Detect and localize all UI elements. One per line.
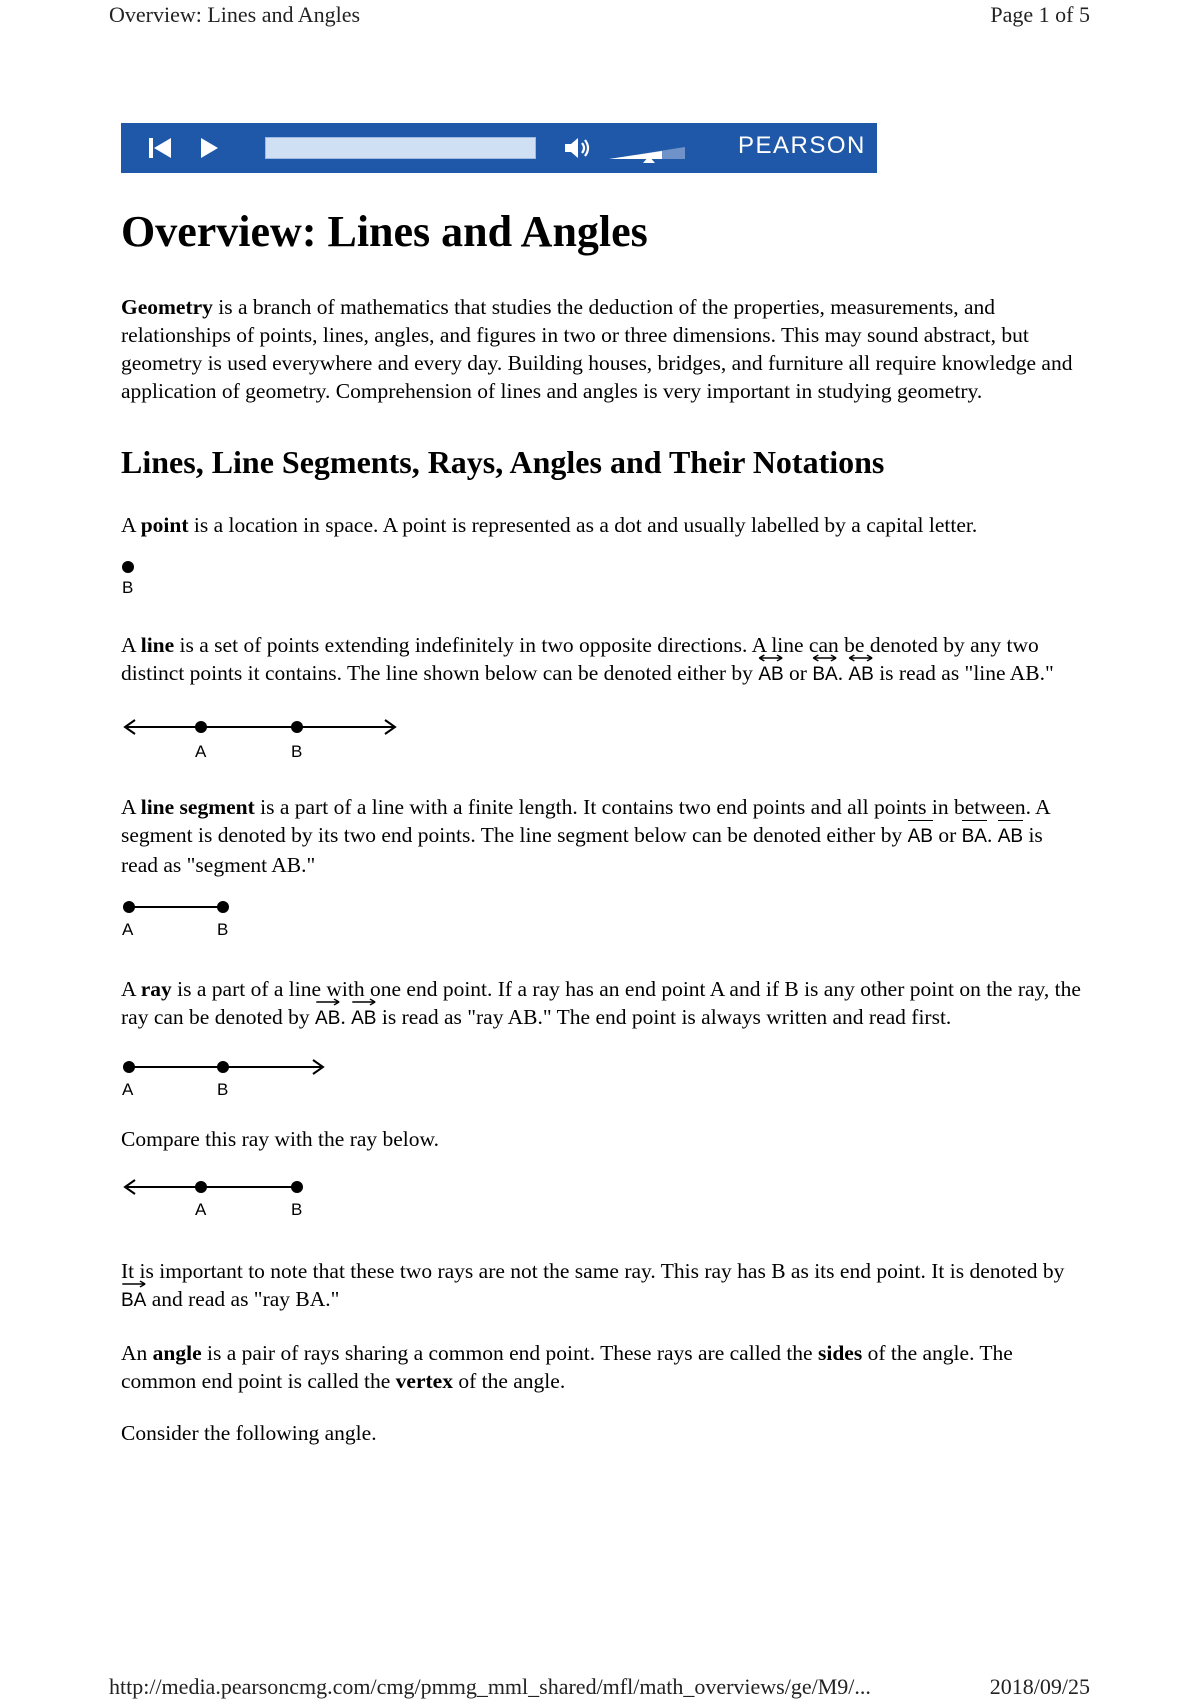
text: It is important to note that these two rays are not the same ray. This ray has B as its end point. It is denoted by bbox=[121, 1259, 1065, 1284]
segment-figure bbox=[121, 897, 241, 949]
line-notation: BA bbox=[812, 661, 837, 689]
ray-notation: AB bbox=[351, 1005, 376, 1033]
segment-notation: BA bbox=[962, 823, 987, 851]
line-notation: AB bbox=[758, 661, 783, 689]
term-sides: sides bbox=[817, 1341, 863, 1366]
main-content bbox=[121, 206, 1081, 1447]
point-b bbox=[217, 1061, 229, 1073]
text: of the angle. The common end point is called the bbox=[121, 1341, 1013, 1394]
text: of the angle. bbox=[452, 1369, 566, 1394]
play-icon[interactable] bbox=[193, 132, 225, 164]
line-notation: AB bbox=[848, 661, 873, 689]
text: A bbox=[121, 513, 141, 538]
label-a: A bbox=[122, 1080, 134, 1100]
text: is read as "ray AB." The end point is always written and read first. bbox=[376, 1005, 952, 1030]
point-a bbox=[195, 1181, 207, 1193]
term-geometry: Geometry bbox=[121, 294, 213, 319]
text: A bbox=[121, 633, 141, 658]
text: or bbox=[932, 823, 962, 848]
point-a bbox=[195, 721, 207, 733]
page-header-title: Overview: Lines and Angles bbox=[109, 2, 361, 27]
text: An bbox=[121, 1341, 153, 1366]
term-vertex: vertex bbox=[395, 1369, 453, 1394]
note-paragraph bbox=[121, 1257, 1081, 1315]
point-b bbox=[291, 1181, 303, 1193]
label-b: B bbox=[291, 742, 303, 762]
page-date: 2018/09/25 bbox=[989, 1674, 1090, 1699]
progress-bar[interactable] bbox=[265, 137, 536, 159]
point-b bbox=[217, 901, 229, 913]
term-angle: angle bbox=[152, 1341, 202, 1366]
text: is a part of a line with one end point. If a ray has an end point A and if B is any other point on the ray, the ray can be denoted by bbox=[121, 977, 1081, 1030]
text: is read as "line AB." bbox=[873, 661, 1054, 686]
ray-paragraph bbox=[121, 975, 1081, 1033]
point-dot bbox=[122, 561, 134, 573]
skip-back-icon[interactable] bbox=[145, 132, 177, 164]
term-line: line bbox=[140, 633, 175, 658]
text: . bbox=[986, 823, 998, 848]
point-a bbox=[123, 901, 135, 913]
text: is a location in space. A point is represented as a dot and usually labelled by a capital letter. bbox=[188, 513, 978, 538]
text: and read as "ray BA." bbox=[146, 1287, 340, 1312]
volume-slider[interactable] bbox=[609, 135, 685, 163]
line-figure bbox=[121, 711, 401, 773]
label-b: B bbox=[217, 1080, 229, 1100]
consider-paragraph: Consider the following angle. bbox=[121, 1421, 377, 1446]
compare-paragraph: Compare this ray with the ray below. bbox=[121, 1127, 440, 1152]
text: . bbox=[340, 1005, 352, 1030]
intro-text: is a branch of mathematics that studies the deduction of the properties, measurements, and relationships of points, lines, angles, and figures in two or three dimensions. This may sound abstract, but geometry is used everywhere and every day. Building houses, bridges, and furniture all require knowledge and application of geometry. Comprehension of lines and angles is very important in studying geometry. bbox=[121, 294, 1073, 403]
text: A bbox=[121, 977, 141, 1002]
ray-ab-figure bbox=[121, 1057, 331, 1109]
ray-notation: BA bbox=[121, 1287, 146, 1315]
point-label: B bbox=[122, 578, 134, 598]
angle-paragraph bbox=[121, 1339, 1081, 1395]
point-a bbox=[123, 1061, 135, 1073]
text: A bbox=[121, 795, 141, 820]
section-heading: Lines, Line Segments, Rays, Angles and Their Notations bbox=[121, 443, 885, 480]
text: is a pair of rays sharing a common end point. These rays are called the bbox=[201, 1341, 818, 1366]
text: . bbox=[837, 661, 849, 686]
label-a: A bbox=[195, 742, 207, 762]
text: or bbox=[783, 661, 813, 686]
intro-paragraph bbox=[121, 293, 1081, 405]
label-b: B bbox=[291, 1200, 303, 1220]
ray-ba-figure bbox=[121, 1175, 321, 1231]
page-number: Page 1 of 5 bbox=[990, 2, 1090, 27]
text: is read as "segment AB." bbox=[121, 823, 1043, 878]
term-line-segment: line segment bbox=[140, 795, 255, 820]
media-player bbox=[121, 123, 877, 173]
volume-icon[interactable] bbox=[561, 132, 593, 164]
text: is a part of a line with a finite length. It contains two end points and all points in between. A segment is denoted by its two end points. The line segment below can be denoted either by bbox=[121, 795, 1050, 848]
segment-notation: AB bbox=[998, 823, 1023, 851]
label-a: A bbox=[122, 920, 134, 940]
pearson-logo: PEARSON bbox=[738, 132, 866, 159]
label-b: B bbox=[217, 920, 229, 940]
page-title: Overview: Lines and Angles bbox=[121, 207, 648, 256]
label-a: A bbox=[195, 1200, 207, 1220]
point-figure bbox=[121, 553, 181, 615]
segment-paragraph bbox=[121, 793, 1081, 879]
point-paragraph bbox=[121, 511, 1081, 539]
text: is a set of points extending indefinitely in two opposite directions. A line can be denoted by any two distinct points it contains. The line shown below can be denoted either by bbox=[121, 633, 1039, 686]
page-url: http://media.pearsoncmg.com/cmg/pmmg_mml_shared/mfl/math_overviews/ge/M9/... bbox=[109, 1674, 871, 1699]
segment-notation: AB bbox=[908, 823, 933, 851]
point-b bbox=[291, 721, 303, 733]
ray-notation: AB bbox=[315, 1005, 340, 1033]
term-ray: ray bbox=[140, 977, 172, 1002]
term-point: point bbox=[140, 513, 189, 538]
line-paragraph bbox=[121, 631, 1081, 689]
